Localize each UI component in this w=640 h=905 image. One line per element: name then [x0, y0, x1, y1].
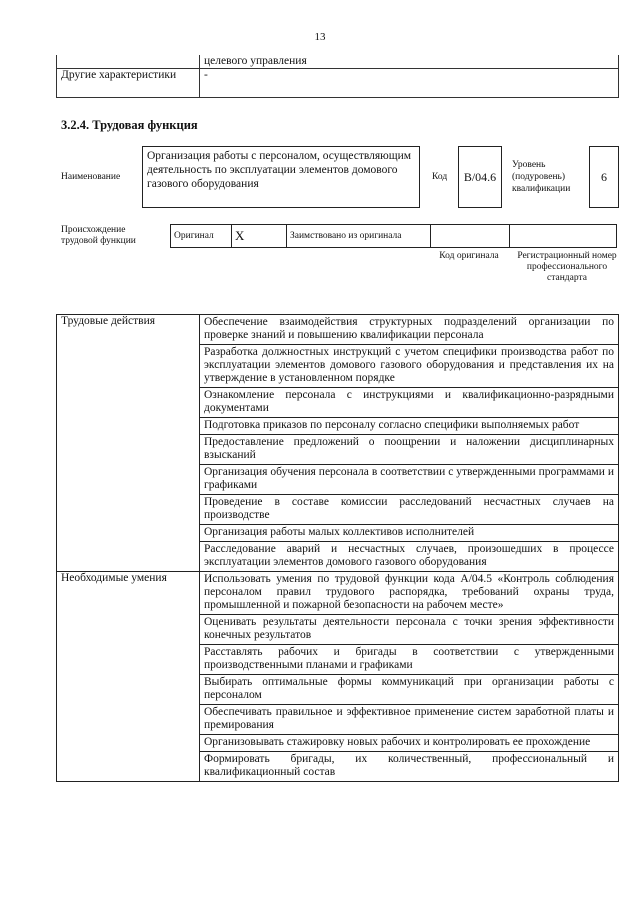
- registration-caption: Регистрационный номер профессионального стандарта: [517, 251, 617, 283]
- function-name: Организация работы с персоналом, осуществляющим деятельность по эксплуатации элементов домового газового оборудования: [142, 146, 420, 208]
- list-item: Обеспечивать правильное и эффективное применение систем заработной платы и премирования: [200, 705, 619, 735]
- code-value: B/04.6: [458, 146, 502, 208]
- origin-label: Происхождение трудовой функции: [61, 225, 136, 246]
- list-item: Выбирать оптимальные формы коммуникаций при организации работы с персоналом: [200, 675, 619, 705]
- original-mark: X: [232, 225, 287, 248]
- prev-row1-value: целевого управления: [200, 55, 619, 69]
- table-row: [57, 572, 619, 615]
- origin-table: [170, 224, 617, 248]
- list-item: Подготовка приказов по персоналу согласно специфики выполняемых работ: [200, 418, 619, 435]
- original-label: Оригинал: [171, 225, 232, 248]
- name-label: Наименование: [61, 172, 121, 182]
- list-item: Расставлять рабочих и бригады в соответствии с утвержденными производственными планами и графиками: [200, 645, 619, 675]
- list-item: Организация работы малых коллективов исполнителей: [200, 525, 619, 542]
- labor-actions-label: Трудовые действия: [57, 315, 200, 572]
- table-row: [57, 315, 619, 345]
- list-item: Формировать бригады, их количественный, профессиональный и квалификационный состав: [200, 752, 619, 782]
- prev-row2-label: Другие характеристики: [57, 69, 200, 98]
- list-item: Использовать умения по трудовой функции кода А/04.5 «Контроль соблюдения персоналом правил трудового распорядка, требований охраны труда, промышленной и пожарной безопасности на рабочем месте»: [200, 572, 619, 615]
- list-item: Расследование аварий и несчастных случаев, произошедших в процессе эксплуатации элементов домового газового оборудования: [200, 542, 619, 572]
- level-value: 6: [589, 146, 619, 208]
- level-label: Уровень (подуровень) квалификации: [512, 160, 571, 194]
- page-number: 13: [314, 31, 326, 43]
- borrowed-label: Заимствовано из оригинала: [287, 225, 431, 248]
- list-item: Организация обучения персонала в соответствии с утвержденными программами и графиками: [200, 465, 619, 495]
- list-item: Проведение в составе комиссии расследований несчастных случаев на производстве: [200, 495, 619, 525]
- prev-row2-value: -: [200, 69, 619, 98]
- registration-number-cell: [510, 225, 617, 248]
- list-item: Ознакомление персонала с инструкциями и квалификационно-разрядными документами: [200, 388, 619, 418]
- skills-label: Необходимые умения: [57, 572, 200, 782]
- function-details-table: [56, 314, 619, 782]
- list-item: Предоставление предложений о поощрении и наложении дисциплинарных взысканий: [200, 435, 619, 465]
- section-title: 3.2.4. Трудовая функция: [61, 118, 198, 132]
- list-item: Оценивать результаты деятельности персонала с точки зрения эффективности конечных результатов: [200, 615, 619, 645]
- list-item: Разработка должностных инструкций с учетом специфики производства работ по эксплуатации элементов домового газового оборудования и представления их на утверждение в установленном порядке: [200, 345, 619, 388]
- list-item: Организовывать стажировку новых рабочих и контролировать ее прохождение: [200, 735, 619, 752]
- original-code-caption: Код оригинала: [439, 251, 499, 261]
- original-code-cell: [431, 225, 510, 248]
- previous-table-fragment: [56, 55, 619, 98]
- code-label: Код: [432, 172, 448, 182]
- list-item: Обеспечение взаимодействия структурных подразделений организации по проверке знаний и повышению квалификации персонала: [200, 315, 619, 345]
